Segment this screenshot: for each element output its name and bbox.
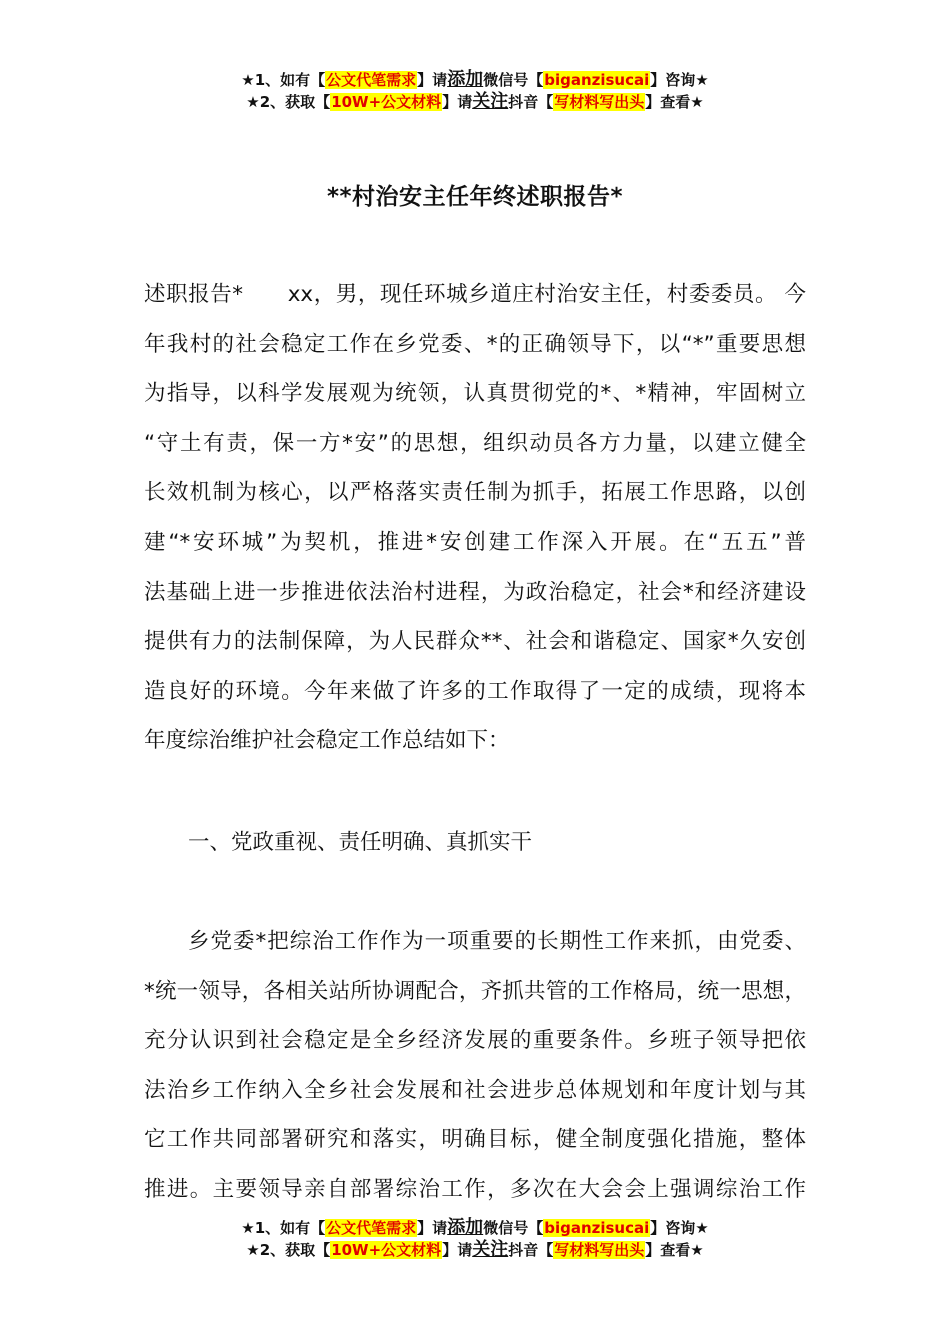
- text-line: 推进。主要领导亲自部署综治工作，多次在大会会上强调综治工作: [144, 1176, 806, 1202]
- text-line: 长效机制为核心，以严格落实责任制为抓手，拓展工作思路，以创: [144, 480, 806, 506]
- promo-text: 】请: [442, 93, 473, 111]
- paragraph-intro: [144, 270, 806, 766]
- promo-text: 微信号【: [483, 1219, 544, 1237]
- text-line: 年我村的社会稳定工作在乡党委、*的正确领导下，以“*”重要思想: [144, 331, 806, 357]
- text-line: 为指导，以科学发展观为统领，认真贯彻党的*、*精神，牢固树立: [144, 381, 806, 407]
- header-promo-banner: [0, 69, 950, 113]
- promo-text: 微信号【: [483, 71, 544, 89]
- text-line: “守土有责，保一方*安”的思想，组织动员各方力量，以建立健全: [144, 430, 806, 456]
- promo-text: ★2、获取【: [246, 1241, 331, 1259]
- promo-wechat-id: biganzisucai: [544, 1219, 650, 1237]
- promo-highlight: 10W+公文材料: [331, 1241, 442, 1259]
- promo-text: 】咨询★: [650, 71, 709, 89]
- text-line: 充分认识到社会稳定是全乡经济发展的重要条件。乡班子领导把依: [144, 1028, 806, 1054]
- promo-text: 】请: [417, 1219, 448, 1237]
- text-line: 述职报告* xx，男，现任环城乡道庄村治安主任，村委委员。 今: [144, 282, 806, 307]
- promo-text: 】查看★: [645, 93, 704, 111]
- text-line: *统一领导，各相关站所协调配合，齐抓共管的工作格局，统一思想，: [144, 978, 806, 1004]
- promo-highlight: 公文代笔需求: [326, 1219, 417, 1237]
- promo-text: 】咨询★: [650, 1219, 709, 1237]
- promo-wechat-id: biganzisucai: [544, 71, 650, 89]
- footer-promo-banner: [0, 1217, 950, 1261]
- promo-text: 】查看★: [645, 1241, 704, 1259]
- promo-douyin-id: 写材料写出头: [554, 1241, 645, 1259]
- section-heading-1: 一、党政重视、责任明确、真抓实干: [188, 830, 533, 855]
- promo-emphasis: 关注: [472, 1239, 509, 1260]
- promo-text: 】请: [417, 71, 448, 89]
- promo-highlight: 公文代笔需求: [326, 71, 417, 89]
- text-line: 法基础上进一步推进依法治村进程，为政治稳定，社会*和经济建设: [144, 579, 806, 605]
- promo-highlight: 10W+公文材料: [331, 93, 442, 111]
- text-line: 乡党委*把综治工作作为一项重要的长期性工作来抓，由党委、: [188, 929, 806, 954]
- promo-text: ★1、如有【: [241, 71, 326, 89]
- text-line: 造良好的环境。今年来做了许多的工作取得了一定的成绩，现将本: [144, 678, 806, 704]
- promo-text: 】请: [442, 1241, 473, 1259]
- promo-line-1: [0, 1217, 950, 1239]
- promo-emphasis: 添加: [447, 1217, 484, 1238]
- paragraph-section-1: [144, 917, 806, 1215]
- text-line: 它工作共同部署研究和落实，明确目标，健全制度强化措施，整体: [144, 1127, 806, 1153]
- promo-text: 抖音【: [508, 93, 554, 111]
- text-line: 建“*安环城”为契机，推进*安创建工作深入开展。在“五五”普: [144, 529, 806, 555]
- document-title: **村治安主任年终述职报告*: [326, 184, 624, 210]
- promo-text: ★1、如有【: [241, 1219, 326, 1237]
- promo-line-2: [0, 91, 950, 113]
- text-line: 提供有力的法制保障，为人民群众**、社会和谐稳定、国家*久安创: [144, 629, 806, 655]
- text-line: 年度综治维护社会稳定工作总结如下：: [144, 728, 510, 754]
- promo-emphasis: 关注: [472, 91, 509, 112]
- promo-line-2: [0, 1239, 950, 1261]
- promo-line-1: [0, 69, 950, 91]
- promo-text: ★2、获取【: [246, 93, 331, 111]
- promo-text: 抖音【: [508, 1241, 554, 1259]
- promo-douyin-id: 写材料写出头: [554, 93, 645, 111]
- promo-emphasis: 添加: [447, 69, 484, 90]
- text-line: 法治乡工作纳入全乡社会发展和社会进步总体规划和年度计划与其: [144, 1077, 806, 1103]
